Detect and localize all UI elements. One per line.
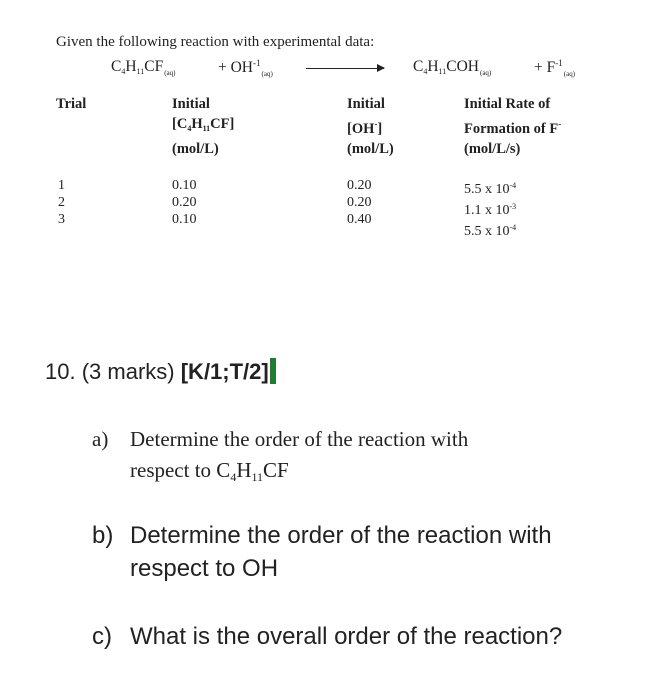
table-cell: 0.20 [172, 195, 197, 210]
column-c4h11cf [172, 177, 197, 228]
column-oh [347, 177, 372, 228]
question-part-a [92, 424, 469, 484]
table-cell: 0.40 [347, 212, 372, 227]
question-code: [K/1;T/2] [180, 359, 269, 384]
cursor-marker [270, 358, 276, 384]
question-part-b [92, 519, 552, 582]
header-initial-rate: Initial Rate of Formation of F- (mol/L/s) [464, 96, 562, 157]
part-a-text: Determine the order of the reaction with respect to $C_4H_{11}CF$ [130, 427, 469, 484]
part-c-label: c) [92, 623, 112, 650]
header-initial-c4h11cf: Initial $[C_4H_{11}CF]$ (mol/L) [172, 96, 235, 157]
table-cell: 3 [58, 212, 65, 227]
reaction-arrow [306, 68, 384, 69]
table-cell: 0.20 [347, 178, 372, 193]
question-part-c [92, 620, 563, 653]
reactant-2: + $OH^{-1}_{(aq)}$ [218, 58, 273, 79]
part-a-label: a) [92, 427, 109, 451]
header-trial: Trial [56, 96, 87, 112]
product-1: $C_4H_{11}COH_{(aq)}$ [413, 58, 492, 77]
reactant-1: $C_4H_{11}CF_{(aq)}$ [111, 58, 176, 77]
intro-text: Given the following reaction with experimental data: [56, 34, 375, 50]
question-heading: 10. (3 marks) [K/1;T/2] [45, 358, 276, 385]
table-cell: 0.10 [172, 212, 197, 227]
part-c-text: What is the overall order of the reaction? [130, 623, 563, 650]
table-cell: 5.5 x $10^{-4}$ [464, 223, 517, 239]
part-b-label: b) [92, 522, 114, 549]
part-b-text: Determine the order of the reaction with respect to OH [130, 522, 552, 582]
header-initial-oh: Initial [OH-] (mol/L) [347, 96, 394, 157]
column-trial [58, 177, 65, 228]
product-2: + $F^{-1}_{(aq)}$ [534, 58, 576, 79]
table-cell: 1.1 x $10^{-3}$ [464, 202, 517, 218]
table-cell: 2 [58, 195, 65, 210]
table-cell: 5.5 x $10^{-4}$ [464, 181, 517, 197]
table-cell: 1 [58, 178, 65, 193]
column-rate [464, 177, 516, 240]
table-cell: 0.10 [172, 178, 197, 193]
table-cell: 0.20 [347, 195, 372, 210]
